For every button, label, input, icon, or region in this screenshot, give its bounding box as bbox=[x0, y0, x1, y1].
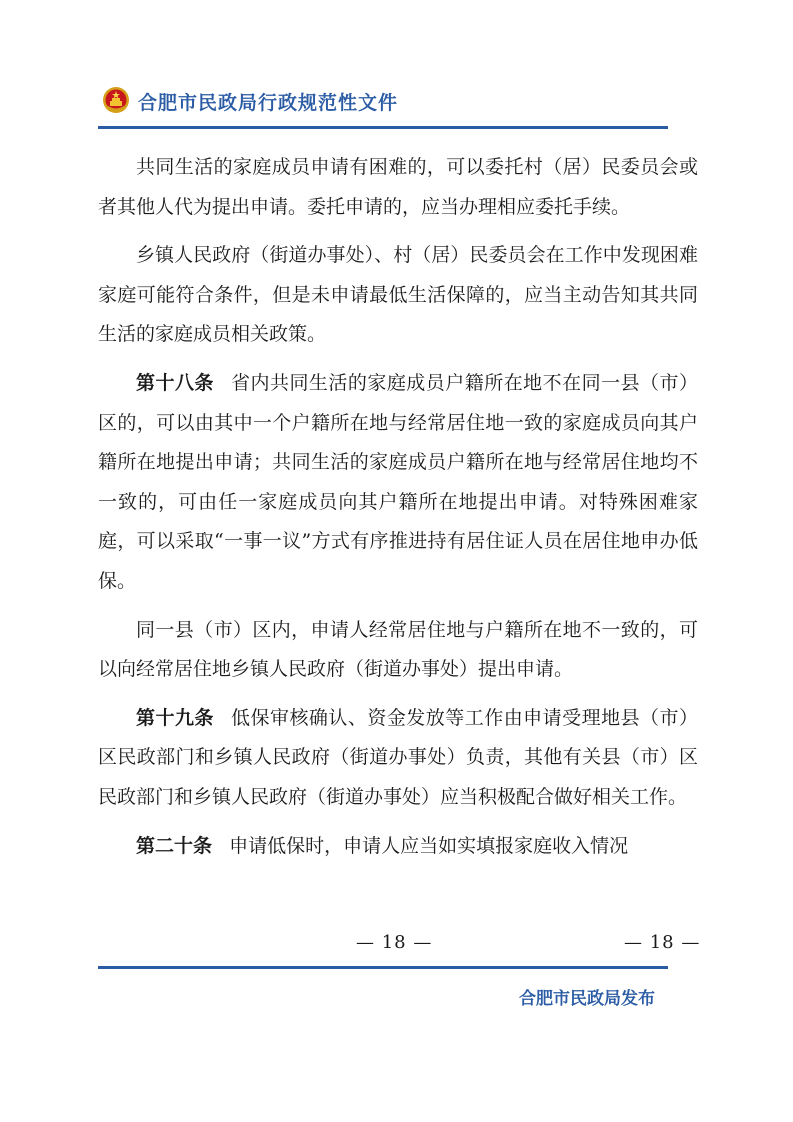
article-number: 第二十条 bbox=[136, 834, 213, 857]
document-header bbox=[98, 82, 668, 116]
paragraph-text: 共同生活的家庭成员申请有困难的，可以委托村（居）民委员会或者其他人代为提出申请。委托申请的，应当办理相应委托手续。 bbox=[98, 156, 698, 218]
paragraph bbox=[98, 236, 698, 355]
paragraph bbox=[98, 148, 698, 227]
article-number: 第十八条 bbox=[136, 371, 214, 394]
header-rule bbox=[98, 126, 668, 129]
paragraph-text: 低保审核确认、资金发放等工作由申请受理地县（市）区民政部门和乡镇人民政府（街道办事处）负责，其他有关县（市）区民政部门和乡镇人民政府（街道办事处）应当积极配合做好相关工作。 bbox=[98, 706, 698, 808]
footer-publisher: 合肥市民政局发布 bbox=[519, 989, 655, 1009]
paragraph bbox=[98, 611, 698, 690]
paragraph-text: 申请低保时，申请人应当如实填报家庭收入情况 bbox=[229, 834, 629, 857]
page-number-right: — 18 — bbox=[624, 932, 701, 953]
paragraph-text: 同一县（市）区内，申请人经常居住地与户籍所在地不一致的，可以向经常居住地乡镇人民政府（街道办事处）提出申请。 bbox=[98, 618, 698, 681]
document-body bbox=[98, 148, 698, 875]
article-paragraph bbox=[98, 827, 698, 867]
paragraph-text: 乡镇人民政府（街道办事处）、村（居）民委员会在工作中发现困难家庭可能符合条件，但是未申请最低生活保障的，应当主动告知其共同生活的家庭成员相关政策。 bbox=[98, 244, 698, 346]
page-number-center: — 18 — bbox=[356, 932, 433, 953]
article-paragraph bbox=[98, 699, 698, 818]
national-emblem-icon bbox=[102, 86, 130, 114]
paragraph-text: 省内共同生活的家庭成员户籍所在地不在同一县（市）区的，可以由其中一个户籍所在地与经常居住地一致的家庭成员向其户籍所在地提出申请；共同生活的家庭成员户籍所在地与经常居住地均不一致的，可由任一家庭成员向其户籍所在地提出申请。对特殊困难家庭，可以采取“一事一议”方式有序推进持有居住证人员在居住地申办低保。 bbox=[98, 371, 698, 592]
article-paragraph bbox=[98, 364, 698, 602]
footer-rule bbox=[98, 966, 668, 969]
article-number: 第十九条 bbox=[136, 706, 214, 729]
header-title: 合肥市民政局行政规范性文件 bbox=[138, 92, 399, 114]
